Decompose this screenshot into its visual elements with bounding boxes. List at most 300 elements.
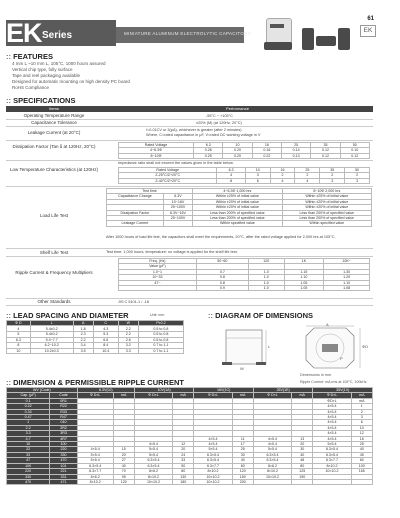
loadlife-cell: 10~16V <box>163 199 192 204</box>
label-a: A <box>326 322 329 327</box>
ripple-row-head: 33 <box>7 452 50 457</box>
ripple-row-head: 010 <box>50 420 77 425</box>
spec-label: Low Temperature Characteristics (at 120Hz) <box>10 167 98 172</box>
ripple-row-head: 0R1 <box>50 398 77 403</box>
ripple-cell: 50 <box>173 463 194 468</box>
ripple-cell: 10~33 <box>119 275 197 280</box>
lead-cell: 3.5 <box>73 348 93 353</box>
lt-cell: 2 <box>320 173 345 178</box>
feature-item: Designed for automatic mounting on high density PC board <box>12 79 130 84</box>
ripple-row-head: 0.47 <box>7 415 50 420</box>
spec-row-ripple <box>6 256 373 299</box>
spec-label: Capacitance Tolerance <box>31 120 77 125</box>
ripple-row-head: 100 <box>50 442 77 447</box>
df-cell: 0.26 <box>194 148 223 153</box>
spec-label: Dissipation Factor (Tan δ at 120Hz, 20°C) <box>12 144 96 149</box>
spec-value: -55°C ~ +105°C <box>206 113 233 118</box>
ripple-row-head: 470 <box>7 479 50 484</box>
lead-cell: 2.2 <box>73 337 93 342</box>
ripple-row-head: 330 <box>7 474 50 479</box>
df-cell: 4~6.3Φ <box>119 148 194 153</box>
lead-cell: 2.3 <box>73 332 93 337</box>
spec-row-loadlife <box>6 186 373 249</box>
ripple-cell: 5×5.4 <box>134 447 172 452</box>
ripple-row-head: 0.33 <box>7 409 50 414</box>
page-code: EK <box>360 25 376 37</box>
top-view-drawing <box>300 322 370 372</box>
ripple-cell: 1.08 <box>324 286 370 291</box>
lt-cell: 4 <box>295 178 320 183</box>
df-col: 16 <box>252 143 281 148</box>
features-list <box>12 61 130 91</box>
ripple-table-title: :: DIMENSION & PERMISSIBLE RIPPLE CURRENT <box>6 378 184 387</box>
ripple-cell: 20 <box>173 447 194 452</box>
df-col: Rated Voltage <box>119 143 194 148</box>
ripple-cell: 4×5.4 <box>313 420 351 425</box>
capacitor-image-bottom <box>302 28 352 56</box>
loadlife-head: 4~6.3Φ 1,000 hrs <box>193 189 282 194</box>
ripple-sub-head: Cap. (μF) <box>7 393 50 398</box>
ripple-cell: 45 <box>351 452 372 457</box>
ripple-row-head: 220 <box>7 469 50 474</box>
loadlife-cell: 25~100V <box>163 205 192 210</box>
lead-cell: 0.5 to 0.8 <box>138 332 183 337</box>
ripple-col: 50~60 <box>196 259 248 264</box>
ripple-cell: 6.3×7.7 <box>194 463 232 468</box>
ripple-row-head: 2R2 <box>50 425 77 430</box>
df-cell: 8~10Φ <box>119 153 194 158</box>
ripple-cell: 125 <box>292 469 313 474</box>
ripple-sub-head: Φ D×L <box>134 393 172 398</box>
ripple-row-head: 101 <box>50 463 77 468</box>
lead-cell: 8 <box>7 343 31 348</box>
page-number: 61 <box>367 16 374 22</box>
ripple-cell: 25 <box>351 442 372 447</box>
label-p: P <box>340 356 343 361</box>
ripple-voltage-head: 6.3V(0J) <box>77 388 134 393</box>
spec-value: I=0.01CV or 3(μA), whichever is greater (after 2 minutes) Where, C=rated capacitance in μF, V=rated DC working voltage in V <box>146 128 261 137</box>
ripple-cell: 150 <box>232 474 253 479</box>
lt-cell: 6 <box>245 178 270 183</box>
lt-col: 50 <box>345 168 370 173</box>
ripple-cell: 5×5.4 <box>77 458 113 463</box>
feature-item: Vertical chip type, fully surface <box>12 67 73 72</box>
ripple-cell: 10×10.2 <box>194 474 232 479</box>
ripple-cell: 1.05 <box>284 280 324 285</box>
df-cell: 0.12 <box>340 153 369 158</box>
ripple-cell: 4×5.4 <box>313 431 351 436</box>
df-cell: 0.22 <box>252 153 281 158</box>
ripple-voltage-head: 25V(1E) <box>253 388 313 393</box>
table-row <box>7 479 373 484</box>
diagram-title: :: DIAGRAM OF DIMENSIONS <box>208 311 313 320</box>
df-col: 35 <box>311 143 340 148</box>
df-cell: 0.20 <box>223 148 252 153</box>
ripple-col: Freq. (Hz) <box>119 259 197 264</box>
ripple-cell: 8×10.2 <box>194 469 232 474</box>
ripple-cell: 60 <box>351 458 372 463</box>
ripple-cell: 5×5.4 <box>253 447 291 452</box>
lt-cell: 4 <box>217 173 245 178</box>
ripple-cell: 4×5.4 <box>134 442 172 447</box>
ripple-cell: 5×5.4 <box>194 447 232 452</box>
feature-item: 4 mm L ~10 mm L, 105°C, 1000 hours assured <box>12 61 106 66</box>
spec-row-lowtemp <box>6 160 373 187</box>
spec-value: ±20% (M) (at 120Hz, 20°C) <box>196 120 242 125</box>
ripple-cell: 40 <box>232 458 253 463</box>
lead-col: A <box>73 321 93 326</box>
ripple-cell: 6.3×5.4 <box>134 458 172 463</box>
ripple-cell: 27 <box>113 458 134 463</box>
ripple-cell: 6 <box>351 420 372 425</box>
lt-note: Impedance ratio shall not exceed the values given in the table below. <box>118 161 234 165</box>
loadlife-cell: Within ±25% of initial value <box>193 194 282 199</box>
ripple-current-table <box>6 387 373 485</box>
ripple-cell: 48 <box>292 458 313 463</box>
ripple-cell: 70 <box>113 469 134 474</box>
spec-value: Test time: 1,000 hours, temperature: no voltage is applied for the shelf life test. <box>106 250 238 254</box>
ripple-cell: 6.3×5.4 <box>194 458 232 463</box>
ripple-cell: 6.3×5.4 <box>77 463 113 468</box>
lead-col: Φ D <box>7 321 31 326</box>
loadlife-cell: Less than 200% of specified value <box>193 210 282 215</box>
df-col: 10 <box>223 143 252 148</box>
specifications-title: :: SPECIFICATIONS <box>6 96 75 105</box>
ripple-col: 1K <box>284 259 324 264</box>
ripple-cell: 5×5.4 <box>134 452 172 457</box>
ripple-cell <box>119 286 197 291</box>
ripple-cell: 6.3×5.4 <box>253 452 291 457</box>
loadlife-cell: Within ±20% of initial value <box>282 205 371 210</box>
ripple-cell: 1.20 <box>324 275 370 280</box>
ripple-cell: 1.30 <box>324 269 370 274</box>
ripple-sub-head: mA <box>113 393 134 398</box>
spec-header-performance: Performance <box>226 106 249 111</box>
ripple-cell: 4×5.4 <box>194 436 232 441</box>
ripple-row-head: 10 <box>7 442 50 447</box>
ripple-sub-head: mA <box>351 393 372 398</box>
loadlife-cell: Less than 200% of specified value <box>282 216 371 221</box>
ripple-sub-head: Φ D×L <box>253 393 291 398</box>
ripple-cell: 30 <box>292 447 313 452</box>
ripple-cell: 1 <box>351 404 372 409</box>
lead-cell: 5.4~7.7 <box>30 337 73 342</box>
ripple-col: 10K~ <box>324 259 370 264</box>
loadlife-table <box>106 188 372 227</box>
ripple-cell: 0.9 <box>196 286 248 291</box>
front-view-drawing <box>222 326 276 372</box>
ripple-row-head: 4R7 <box>50 436 77 441</box>
ripple-cell: 0.7 <box>196 269 248 274</box>
loadlife-cell: Within ±25% of initial value <box>282 194 371 199</box>
series-code: EK <box>6 18 42 48</box>
lt-cell: 4 <box>270 178 295 183</box>
ripple-cell: 8×6.2 <box>253 463 291 468</box>
ripple-row-head: 1 <box>7 420 50 425</box>
ripple-cell: 100 <box>351 463 372 468</box>
lead-cell: 6.2~10.2 <box>30 343 73 348</box>
ripple-row-head: 471 <box>50 479 77 484</box>
lt-col: 16 <box>270 168 295 173</box>
lead-cell: 0.7 to 1.1 <box>138 343 183 348</box>
lead-col: L <box>30 321 73 326</box>
feature-item: Tape and reel packaging available <box>12 73 81 78</box>
ripple-cell: 120 <box>232 469 253 474</box>
lt-col: 10 <box>245 168 270 173</box>
ripple-cell: 1.0~1 <box>119 269 197 274</box>
lead-cell: 3.2 <box>118 343 138 348</box>
df-cell: 0.25 <box>194 153 223 158</box>
ripple-cell: 12 <box>351 431 372 436</box>
ripple-cell: 1.10 <box>284 275 324 280</box>
lead-cell: 4 <box>7 326 31 332</box>
ripple-cell: 6.3×5.4 <box>313 447 351 452</box>
ripple-cell: 95 <box>113 474 134 479</box>
series-word: Series <box>42 30 73 41</box>
spec-row-leakage <box>6 126 373 141</box>
ripple-cell: Value (μF) <box>119 264 197 269</box>
lt-table <box>118 167 370 184</box>
lt-col: Rated Voltage <box>119 168 217 173</box>
lead-cell: 5 <box>7 332 31 337</box>
loadlife-cell: Within specified value <box>193 221 282 226</box>
features-title: :: FEATURES <box>6 52 53 61</box>
loadlife-cell: Within ±20% of initial value <box>193 199 282 204</box>
ripple-cell <box>253 479 291 484</box>
ripple-row-head: R47 <box>50 415 77 420</box>
lt-cell: 3 <box>245 173 270 178</box>
lt-col: 6.3 <box>217 168 245 173</box>
ripple-cell: 20 <box>292 442 313 447</box>
lt-cell: 2 <box>270 173 295 178</box>
ripple-cell: 1.0 <box>248 286 284 291</box>
ripple-cell: 4×5.4 <box>313 409 351 414</box>
ripple-cell: 6.3×7.7 <box>313 458 351 463</box>
df-cell: 0.20 <box>223 153 252 158</box>
ripple-cell: 80 <box>173 469 194 474</box>
df-table <box>118 142 370 159</box>
spec-row-standards <box>6 298 373 306</box>
ripple-row-head: 22 <box>7 447 50 452</box>
lead-col: P±0.2 <box>138 321 183 326</box>
ripple-cell: 1.15 <box>284 269 324 274</box>
ripple-cell <box>292 479 313 484</box>
lead-col: W <box>118 321 138 326</box>
ripple-cell: 40 <box>292 452 313 457</box>
ripple-cell: 4×5.4 <box>77 447 113 452</box>
lt-cell: Z-40°C/Z+20°C <box>119 178 217 183</box>
df-cell: 0.12 <box>311 148 340 153</box>
ripple-cell: 5×5.4 <box>313 442 351 447</box>
ripple-cell <box>351 479 372 484</box>
lt-col: 25 <box>295 168 320 173</box>
ripple-cell: 1.0 <box>248 275 284 280</box>
ripple-cell: 6.3×7.7 <box>77 469 113 474</box>
ripple-cell: 30 <box>232 452 253 457</box>
lt-cell: 2 <box>295 173 320 178</box>
spec-label: Ripple Current & Frequency Multipliers <box>15 270 93 275</box>
ripple-row-head: 47 <box>7 458 50 463</box>
ripple-cell: 5×5.4 <box>77 452 113 457</box>
ripple-cell: 0.8 <box>196 280 248 285</box>
lead-spacing-title: :: LEAD SPACING AND DIAMETER <box>6 311 129 320</box>
ripple-cell: 24 <box>173 452 194 457</box>
spec-label: Other Standards <box>37 299 71 304</box>
loadlife-cell <box>163 221 192 226</box>
ripple-cell: 4×5.4 <box>194 442 232 447</box>
loadlife-head: Test time <box>107 189 193 194</box>
ripple-row-head: 2.2 <box>7 425 50 430</box>
ripple-cell: 10 <box>351 425 372 430</box>
ripple-cell: 1.10 <box>324 280 370 285</box>
ripple-cell: 4×5.4 <box>253 442 291 447</box>
label-w: W <box>240 366 244 371</box>
diagram-caption: Dimensions in mm <box>300 373 332 377</box>
ripple-cell: 4×5.4 <box>313 415 351 420</box>
ripple-sub-head: Φ D×L <box>194 393 232 398</box>
df-cell: 0.12 <box>311 153 340 158</box>
ripple-cell: 190 <box>292 474 313 479</box>
ripple-row-head: 3.3 <box>7 431 50 436</box>
diagram-front-view <box>222 326 276 372</box>
ripple-cell: 8×10.2 <box>134 474 172 479</box>
spec-label: Load Life Test <box>40 213 68 218</box>
ripple-cell: 47~ <box>119 280 197 285</box>
ripple-sub-head: Code <box>50 393 77 398</box>
ripple-cell: 4×5.4 <box>313 425 351 430</box>
spec-label: Operating Temperature Range <box>23 113 85 118</box>
loadlife-cell: Less than 200% of specified value <box>282 210 371 215</box>
lt-cell: 8 <box>217 178 245 183</box>
lead-cell: 5.4±0.2 <box>30 332 73 337</box>
ripple-sub-head: Φ D×L <box>313 393 351 398</box>
lead-cell: 2.2 <box>118 332 138 337</box>
lead-cell: 6.3 <box>7 337 31 342</box>
ripple-voltage-head: 10V(1A) <box>134 388 194 393</box>
ripple-cell: 10×10.2 <box>313 469 351 474</box>
ripple-row-head: 4.7 <box>7 436 50 441</box>
ripple-row-head: R33 <box>50 409 77 414</box>
spec-value: JIS C 5101-1 / -18 <box>118 299 149 304</box>
lead-cell: 5.4±0.2 <box>30 326 73 332</box>
ripple-cell: 60 <box>232 463 253 468</box>
loadlife-cell: Within ±20% of initial value <box>282 199 371 204</box>
loadlife-cell: 6.3V~16V <box>163 210 192 215</box>
ripple-cell: 40 <box>351 447 372 452</box>
loadlife-cell: 25~100V <box>163 216 192 221</box>
ripple-row-head: 100 <box>7 463 50 468</box>
ripple-cell: 6.3×5.4 <box>253 458 291 463</box>
ripple-cell: 165 <box>351 469 372 474</box>
lead-cell: 4.3 <box>93 326 118 332</box>
ripple-voltage-head: 16V(1C) <box>194 388 254 393</box>
ripple-cell: 2 <box>351 409 372 414</box>
ripple-cell: 8×10.2 <box>77 479 113 484</box>
ripple-cell: 20 <box>113 452 134 457</box>
ripple-cell: 6.3×5.4 <box>313 452 351 457</box>
ripple-cell: 17 <box>232 442 253 447</box>
ripple-row-head: 220 <box>50 447 77 452</box>
ripple-row-head: R22 <box>50 404 77 409</box>
spec-label: Leakage Current (at 20°C) <box>27 130 81 135</box>
lead-cell: 2.2 <box>118 326 138 332</box>
diagram-top-view <box>300 322 370 372</box>
ripple-sub-head: mA <box>173 393 194 398</box>
ripple-cell: 3 <box>351 415 372 420</box>
lead-col: C <box>93 321 118 326</box>
loadlife-cell: 6.3V <box>163 194 192 199</box>
lead-cell: 10.4 <box>93 348 118 353</box>
ripple-multiplier-table <box>118 258 370 291</box>
ripple-row-head: 221 <box>50 469 77 474</box>
ripple-row-head: 3R3 <box>50 431 77 436</box>
ripple-cell: 8×6.2 <box>134 469 172 474</box>
ripple-cell: 120 <box>113 479 134 484</box>
df-cell: 0.13 <box>281 153 310 158</box>
ripple-cell: 13 <box>292 436 313 441</box>
loadlife-cell: Within specified value <box>282 221 371 226</box>
ripple-cell: 4×5.4 <box>313 404 351 409</box>
label-phid: ΦD <box>362 344 369 349</box>
loadlife-cell: Leakage Current <box>107 221 164 226</box>
ripple-cell: 40 <box>113 463 134 468</box>
ripple-sub-head: Φ D×L <box>77 393 113 398</box>
lt-cell: 3 <box>320 178 345 183</box>
ripple-cell: 1.0 <box>248 280 284 285</box>
df-col: 6.3 <box>194 143 223 148</box>
ripple-col: 120 <box>248 259 284 264</box>
ripple-row-head: 0.1 <box>7 398 50 403</box>
loadlife-cell: Dissipation Factor <box>107 210 164 215</box>
spec-row-df <box>6 140 373 161</box>
ripple-cell: 8×10.2 <box>253 469 291 474</box>
ripple-row-head: 331 <box>50 474 77 479</box>
df-col: 50 <box>340 143 369 148</box>
lt-cell: 2 <box>345 173 370 178</box>
ripple-cell: 10×10.2 <box>134 479 172 484</box>
ripple-cell: 12 <box>173 442 194 447</box>
df-col: 25 <box>281 143 310 148</box>
loadlife-note: After 1000 hours of load life test, the capacitors shall meet the requirements, 20°C, after the rated voltage applied for 2,000 hrs at 105°C. <box>106 235 336 239</box>
ripple-cell: 16 <box>351 436 372 441</box>
df-cell: 0.14 <box>281 148 310 153</box>
ripple-cell: 4×5.4 <box>253 436 291 441</box>
lead-cell: 10.2±0.3 <box>30 348 73 353</box>
loadlife-cell: Within ±20% of initial value <box>193 205 282 210</box>
spec-header-items: Items <box>49 106 59 111</box>
ripple-row-head: 470 <box>50 458 77 463</box>
loadlife-head: 8~10Φ 2,000 hrs <box>282 189 371 194</box>
ripple-sub-head: mA <box>232 393 253 398</box>
df-cell: 0.16 <box>252 148 281 153</box>
ripple-cell: 6.3×5.4 <box>194 452 232 457</box>
ripple-voltage-head: 35V(1V) <box>313 388 373 393</box>
lead-cell: 3.4 <box>73 343 93 348</box>
ripple-cell <box>313 479 351 484</box>
ripple-cell: ΦD×L <box>313 398 351 403</box>
ripple-cell: 33 <box>173 458 194 463</box>
label-l: L <box>268 344 271 349</box>
lead-cell: 8.4 <box>93 343 118 348</box>
ripple-row-head: 330 <box>50 452 77 457</box>
ripple-top-left: WV (Code) <box>7 388 78 393</box>
ripple-cell: 15 <box>113 447 134 452</box>
lt-col: 35 <box>320 168 345 173</box>
ripple-cell: 11 <box>232 436 253 441</box>
ripple-table-body <box>7 398 373 485</box>
lead-cell: 0.5 to 0.8 <box>138 337 183 342</box>
spec-label: Shelf Life Test <box>39 249 69 255</box>
